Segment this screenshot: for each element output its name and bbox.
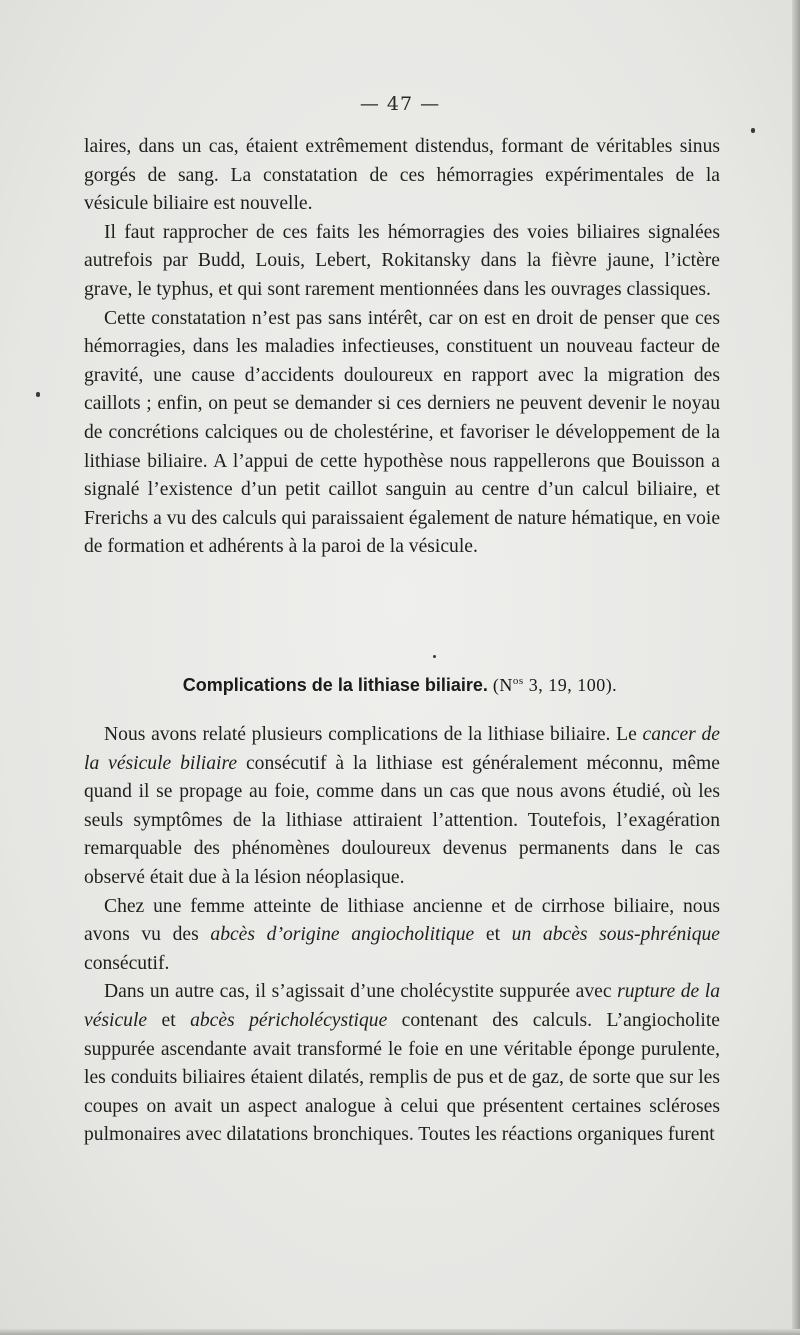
text-run: Chez une femme atteinte de lithiase ancienne et de cirrhose biliaire, nous avons vu des xyxy=(84,895,720,946)
italic-run: un abcès sous-phrénique xyxy=(511,924,720,946)
text-run: et xyxy=(147,1009,191,1031)
paragraph xyxy=(84,219,720,305)
refs-prefix: (N xyxy=(492,675,513,695)
text-run: contenant des calculs. L’angiocholite suppurée ascendante avait transformé le foie en une véritable éponge purulente, les conduits biliaires étaient dilatés, remplis de pus et de gaz, de sorte que sur les coupes on avait un aspect analogue à celui que présentent certaines scléroses pulmonaires avec dilatations bronchiques. Toutes les réactions organiques furent xyxy=(84,1009,720,1146)
italic-run: cancer de la vésicule biliaire xyxy=(84,724,720,774)
page-edge-bottom xyxy=(0,1329,800,1335)
ink-speck xyxy=(433,655,436,658)
text-run: Il faut rapprocher de ces faits les hémorragies des voies biliaires signalées autrefois par Budd, Louis, Lebert, Rokitansky dans la fièvre jaune, l’ictère grave, le typhus, et qui sont rarement mentionnées dans les ouvrages classiques. xyxy=(84,221,720,300)
paragraph xyxy=(84,978,720,1150)
page-number: — 47 — xyxy=(359,93,441,115)
ink-speck xyxy=(36,392,40,397)
text-run: consécutif à la lithiase est généralement méconnu, même quand il se propage au foie, comme dans un cas que nous avons étudié, où les seuls symptômes de la lithiase attiraient l’attention. Toutefois, l’exagération remarquable des phénomènes douloureux devenus permanents dans le cas observé était due à la lésion néoplasique. xyxy=(84,752,720,888)
body-text-bottom xyxy=(84,721,720,1150)
text-run: laires, dans un cas, étaient extrêmement distendus, formant de véritables sinus gorgés de sang. La constatation de ces hémorragies expérimentales de la vésicule biliaire est nouvelle. xyxy=(84,136,720,215)
refs-numbers: 3, 19, 100). xyxy=(523,675,618,695)
body-text-top xyxy=(84,133,720,562)
paragraph xyxy=(84,721,720,893)
text-run: Nous avons relaté plusieurs complications de la lithiase biliaire. Le xyxy=(104,724,643,745)
italic-run: rupture de la vésicule xyxy=(84,981,720,1031)
text-run: consécutif. xyxy=(84,952,170,974)
refs-superscript: os xyxy=(512,675,524,687)
italic-run: abcès d’origine angiocholitique xyxy=(210,924,475,946)
paragraph xyxy=(84,305,720,562)
section-heading-title: Complications de la lithiase biliaire. xyxy=(182,675,488,695)
paragraph xyxy=(84,893,720,979)
page-edge-right xyxy=(792,0,800,1335)
text-run: Dans un autre cas, il s’agissait d’une cholécystite suppurée avec xyxy=(104,981,618,1003)
italic-run: abcès péricholécystique xyxy=(190,1009,388,1031)
paragraph xyxy=(84,133,720,219)
ink-speck xyxy=(751,128,755,133)
section-heading-refs xyxy=(493,675,617,695)
section-heading xyxy=(0,675,800,696)
text-run: et xyxy=(474,924,512,946)
text-run: Cette constatation n’est pas sans intérêt, car on est en droit de penser que ces hémorragies, dans les maladies infectieuses, constituent un nouveau facteur de gravité, une cause d’accidents douloureux en rapport avec la migration des caillots ; enfin, on peut se demander si ces derniers ne peuvent devenir le noyau de concrétions calciques ou de cholestérine, et favoriser le développement de la lithiase biliaire. A l’appui de cette hypothèse nous rappellerons que Bouisson a signalé l’existence d’un petit caillot sanguin au centre d’un calcul biliaire, et Frerichs a vu des calculs qui paraissaient également de nature hématique, en voie de formation et adhérents à la paroi de la vésicule. xyxy=(84,307,721,558)
